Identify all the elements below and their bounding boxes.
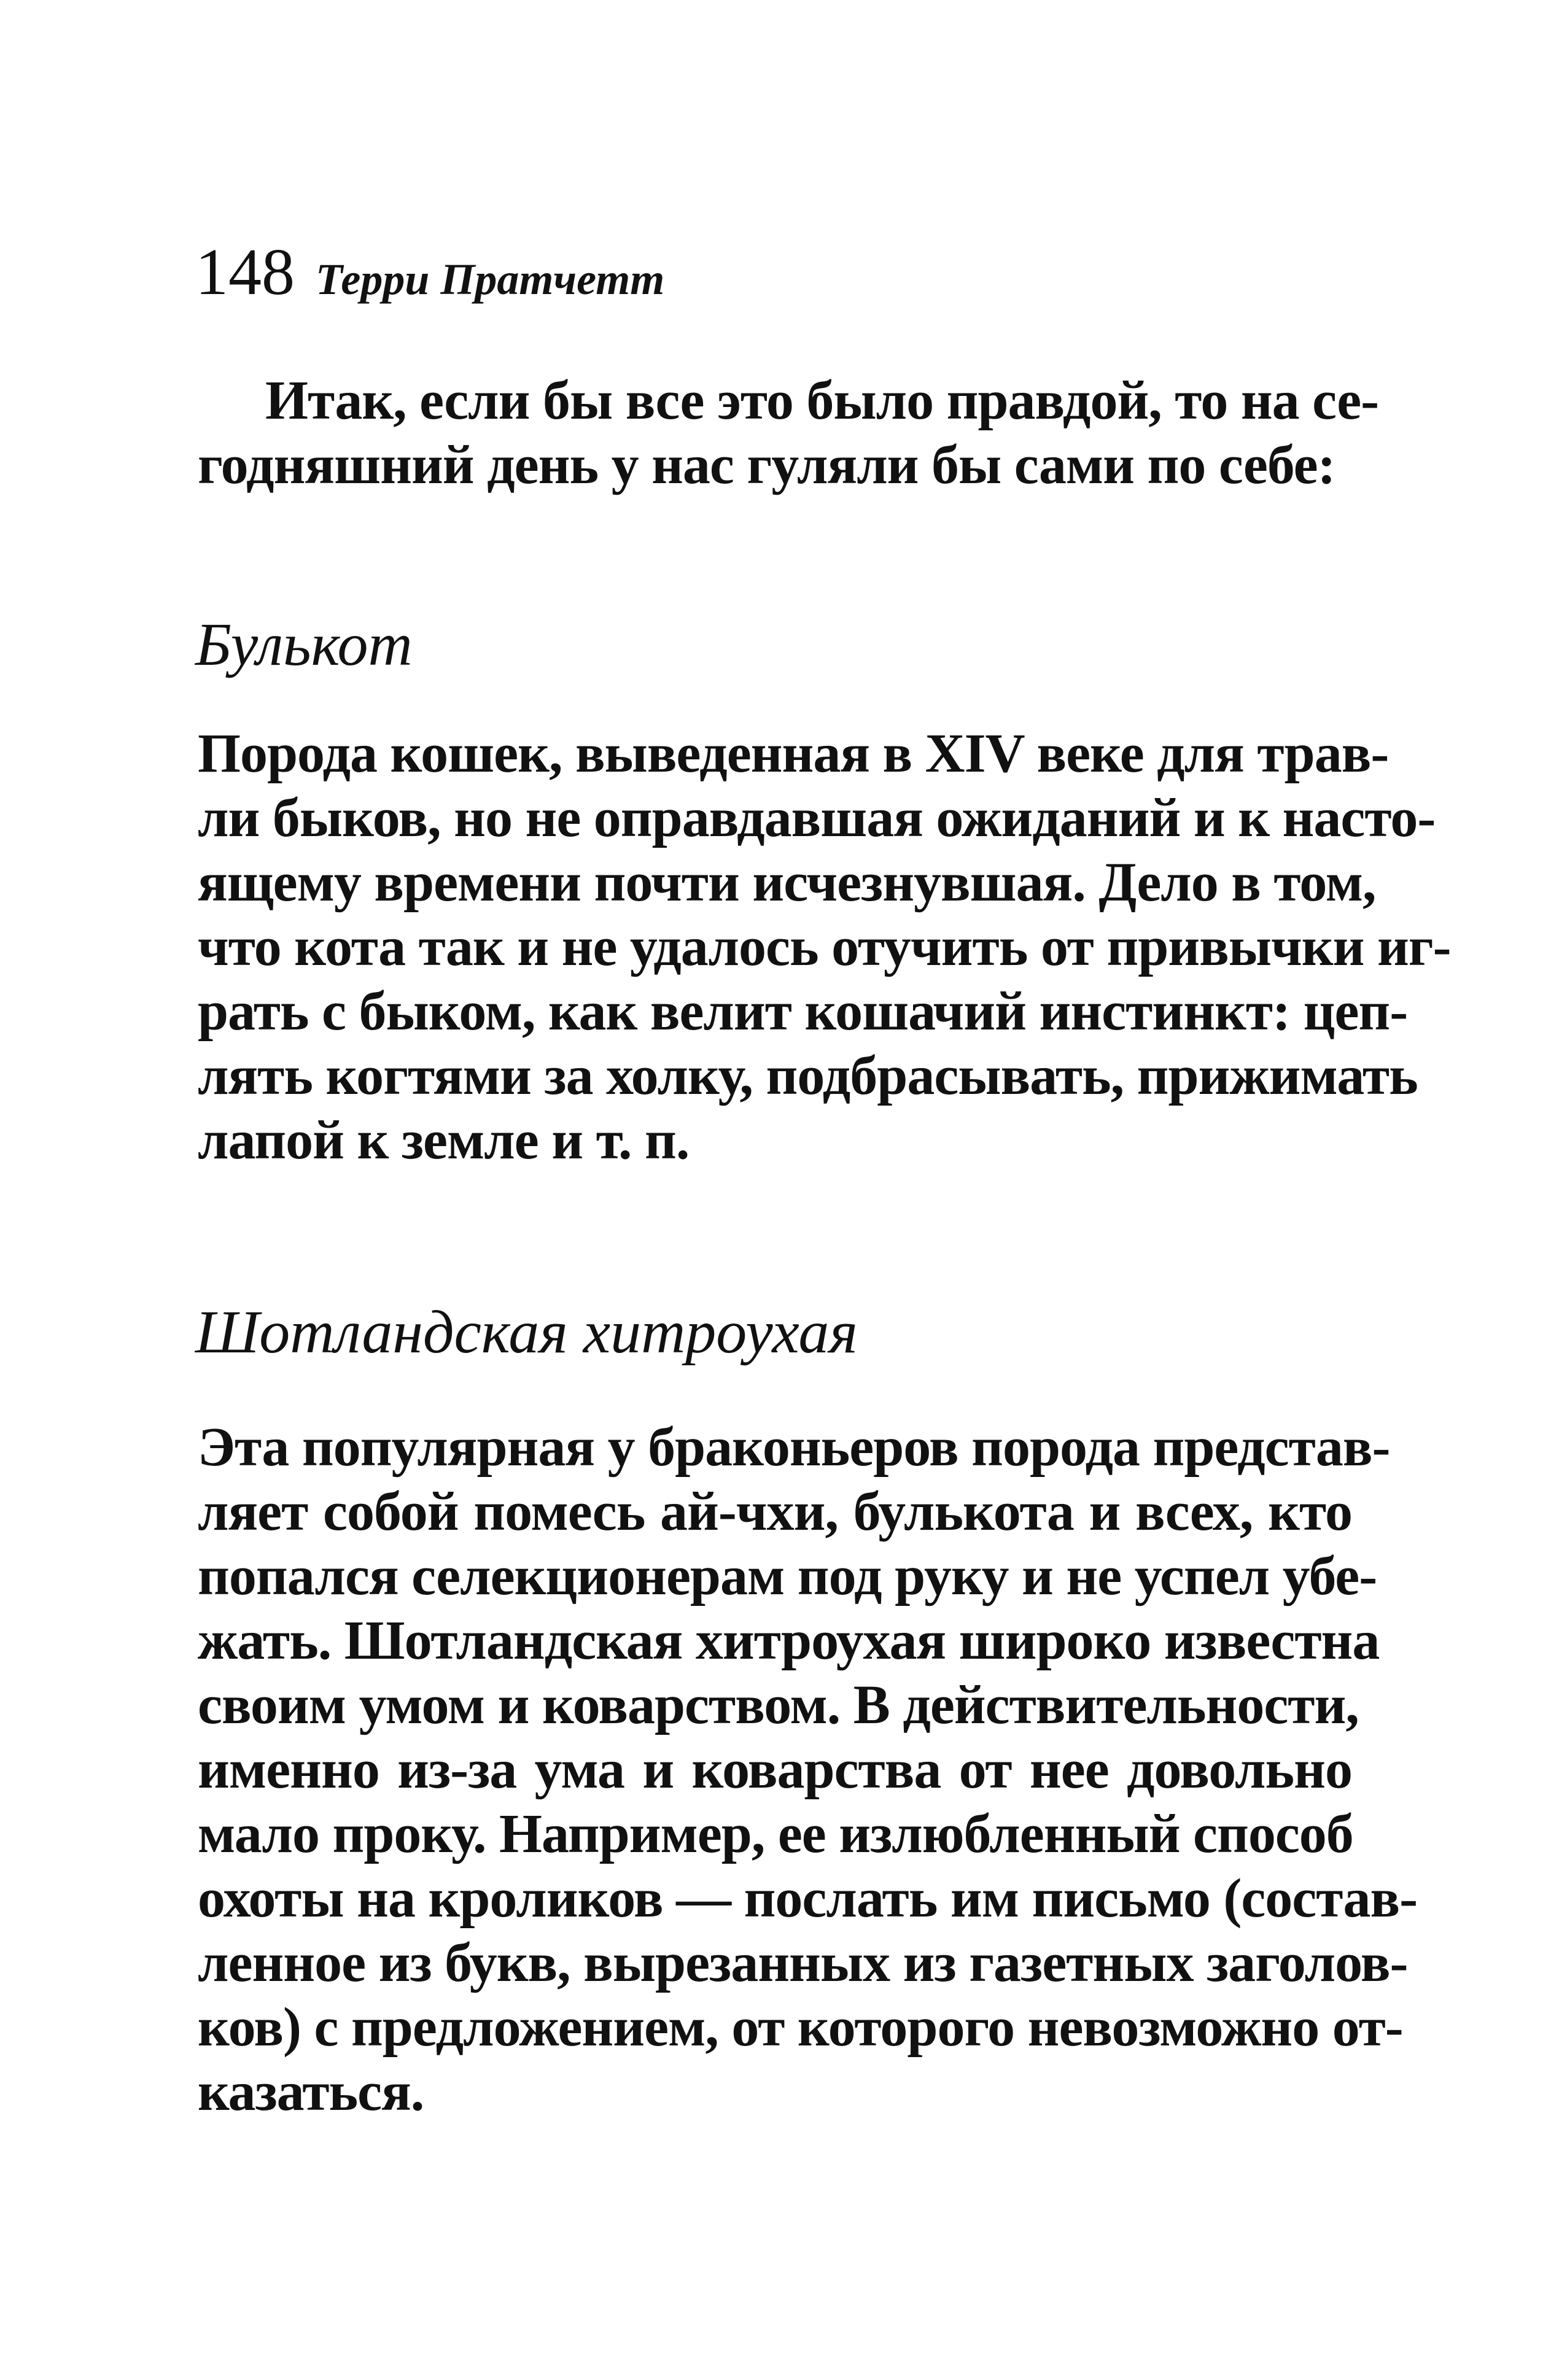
text-line: жать. Шотландская хитроухая широко известна: [198, 1610, 1380, 1671]
text-line: ляет собой помесь ай-чхи, булькота и всех, кто: [198, 1481, 1352, 1542]
text-line: Порода кошек, выведенная в XIV веке для трав-: [198, 723, 1389, 784]
section-paragraph-scottish-cat: [198, 1415, 1418, 2124]
text-line: попался селекционерам под руку и не успел убе-: [198, 1546, 1377, 1607]
text-line: охоты на кроликов — послать им письмо (состав-: [198, 1868, 1418, 1929]
text-line: лять когтями за холку, подбрасывать, прижимать: [198, 1045, 1418, 1106]
section-paragraph-bulkot: [198, 721, 1451, 1173]
section-title-bulkot: Булькот: [195, 610, 413, 678]
text-line: казаться.: [198, 2061, 424, 2122]
text-line: Итак, если бы все это было правдой, то на се-: [265, 370, 1379, 431]
text-line: годняшний день у нас гуляли бы сами по себе:: [198, 435, 1335, 495]
text-line: что кота так и не удалось отучить от привычки иг-: [198, 917, 1451, 977]
text-line: мало проку. Например, ее излюбленный способ: [198, 1804, 1353, 1864]
section-title-scottish-cat: Шотландская хитроухая: [195, 1298, 858, 1366]
running-head-author: Терри Пратчетт: [316, 255, 665, 304]
text-line: своим умом и коварством. В действительности,: [198, 1675, 1359, 1735]
text-line: ленное из букв, вырезанных из газетных заголов-: [198, 1932, 1408, 1993]
page-number: 148: [195, 236, 295, 309]
intro-paragraph: [198, 368, 1379, 497]
page-header: [195, 236, 665, 325]
text-line: ли быков, но не оправдавшая ожиданий и к насто-: [198, 788, 1436, 848]
text-line: лапой к земле и т. п.: [198, 1110, 690, 1171]
text-line: рать с быком, как велит кошачий инстинкт: цеп-: [198, 981, 1408, 1042]
text-line: именно из-за ума и коварства от нее довольно: [198, 1739, 1352, 1800]
text-line: ков) с предложением, от которого невозможно от-: [198, 1997, 1403, 2058]
text-line: Эта популярная у браконьеров порода представ-: [198, 1417, 1390, 1478]
text-line: ящему времени почти исчезнувшая. Дело в том,: [198, 852, 1376, 913]
